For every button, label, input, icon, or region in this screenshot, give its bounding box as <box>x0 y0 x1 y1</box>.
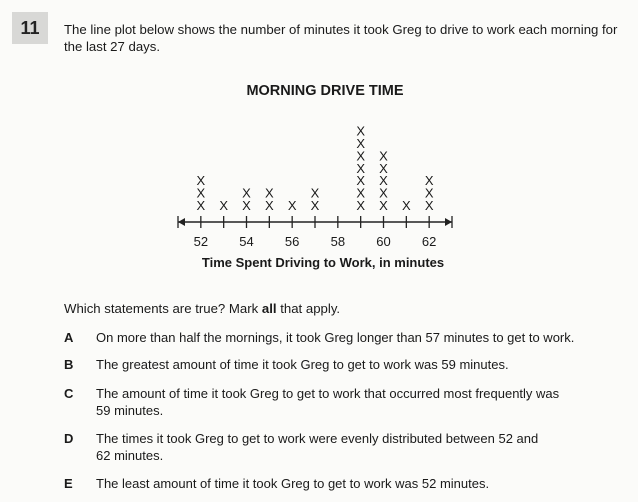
plot-marks <box>196 124 433 213</box>
option-text-line2: 62 minutes. <box>96 448 164 463</box>
data-point-x-mark: X <box>356 173 366 189</box>
question-number: 11 <box>12 12 48 44</box>
option-text: The least amount of time it took Greg to get to work was 52 minutes. <box>96 476 490 491</box>
stem-text-bold: all <box>261 301 277 316</box>
data-point-x-mark: X <box>264 185 274 201</box>
axis-arrow-right <box>445 218 452 226</box>
tick-label: 58 <box>330 234 346 249</box>
data-point-x-mark: X <box>356 148 366 164</box>
number-line <box>178 216 452 228</box>
tick-label: 52 <box>193 234 209 249</box>
option-text <box>96 385 638 419</box>
data-point-x-mark: X <box>219 198 229 213</box>
data-point-x-mark: X <box>356 160 366 176</box>
tick-label: 60 <box>376 234 391 249</box>
data-point-x-mark: X <box>242 198 251 213</box>
question-stem <box>64 301 340 316</box>
data-point-x-mark: X <box>310 185 320 201</box>
data-point-x-mark: X <box>356 185 366 201</box>
option-text <box>96 430 638 464</box>
option-letter: C <box>64 386 74 401</box>
data-point-x-mark: X <box>242 185 251 201</box>
tick-label: 62 <box>421 234 437 249</box>
x-axis-label: Time Spent Driving to Work, in minutes <box>201 255 445 270</box>
option-letter: A <box>64 330 74 345</box>
data-point-x-mark: X <box>379 173 388 189</box>
tick-label: 56 <box>284 234 300 249</box>
tick-labels <box>194 234 437 249</box>
question-prompt: The line plot below shows the number of minutes it took Greg to drive to work each morning for the last 27 days. <box>64 22 618 54</box>
stem-text-before: Which statements are true? Mark <box>64 301 262 316</box>
data-point-x-mark: X <box>379 148 388 164</box>
option-text-line1: The amount of time it took Greg to get to work that occurred most frequently was <box>96 386 560 401</box>
option-text: On more than half the mornings, it took Greg longer than 57 minutes to get to work. <box>96 330 575 345</box>
data-point-x-mark: X <box>424 198 434 213</box>
axis-arrow-left <box>178 218 185 226</box>
data-point-x-mark: X <box>424 185 434 201</box>
option-text: The greatest amount of time it took Greg to get to work was 59 minutes. <box>96 357 509 372</box>
data-point-x-mark: X <box>379 160 388 176</box>
data-point-x-mark: X <box>310 198 320 213</box>
option-text-line1: The times it took Greg to get to work were evenly distributed between 52 and <box>96 431 539 446</box>
data-point-x-mark: X <box>424 173 434 189</box>
data-point-x-mark: X <box>196 185 206 201</box>
chart-title: MORNING DRIVE TIME <box>246 83 404 99</box>
data-point-x-mark: X <box>196 198 206 213</box>
data-point-x-mark: X <box>401 198 411 213</box>
tick-label: 54 <box>239 234 254 249</box>
option-letter: D <box>64 431 74 446</box>
option-letter: E <box>64 476 73 491</box>
data-point-x-mark: X <box>356 123 366 139</box>
option-text-line2: 59 minutes. <box>96 403 164 418</box>
data-point-x-mark: X <box>264 198 274 213</box>
data-point-x-mark: X <box>379 185 388 201</box>
data-point-x-mark: X <box>379 198 388 213</box>
stem-text-after: that apply. <box>276 301 341 316</box>
option-letter: B <box>64 357 74 372</box>
data-point-x-mark: X <box>287 198 297 213</box>
data-point-x-mark: X <box>196 173 206 189</box>
data-point-x-mark: X <box>356 136 366 151</box>
data-point-x-mark: X <box>356 198 366 213</box>
